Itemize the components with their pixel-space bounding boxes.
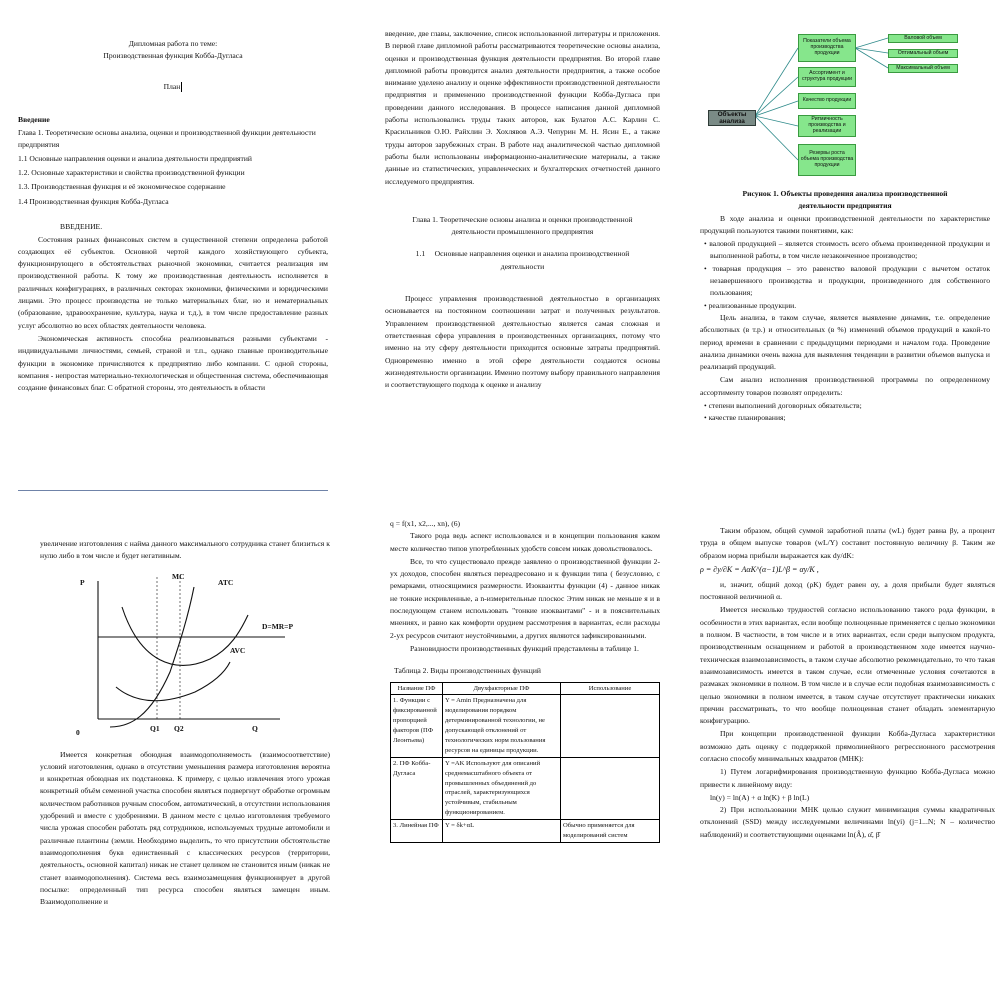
- q2-label: Q2: [174, 723, 184, 733]
- origin-label: 0: [76, 727, 80, 737]
- paragraph: Таким образом, общей суммой заработной платы (wL) будет равна βy, а процент труда в общем выпуске товаров (wL/Y) составит постоянную величину β. Таким же образом норма прибыли выражается как dy/dK:: [700, 526, 995, 560]
- paragraph: Все, то что существовало прежде заявлено о производственной функции 2-ух доходов, способен являться переадресовано и к функции типа ( безусловно, с ремарками, относящимися размерности. Изоквантты функции (4) - данное никак не тонкие искривленные, а n-измерительные плоскос Этим никак не меньше я и в последующем станем использовать "тонкие изоквантами" - и в пояснительных мнениях, и равно как комфорти орудием рассмотрения в вариантах, если расходы 2-ух ресурсов считают неустойчивыми, а других являются зафиксированными.: [390, 556, 660, 640]
- list-item: • реализованные продукции.: [704, 300, 797, 310]
- toc-item[interactable]: Введение: [18, 114, 50, 124]
- paragraph: Сам анализ исполнения производственной программы по определенному ассортименту товаров позволят определить:: [700, 375, 990, 397]
- table-header-cell: Название ПФ: [391, 682, 443, 695]
- page-3: [700, 28, 990, 490]
- paragraph: Имеется конкретная обоюдная взаимодополняемость (взаимосоответствие) условий изготовления, однако в отсутствии уменьшения размера изготовления вероятна и конкретная обоюдная их подстановка. К примеру, с целью извлечения этого урожая конкретный объём семенной участка способен являться подвергнут обработке огромным количеством работников ручным способом, автоматический, в отсутствии использования удобрений и вместе с удобрениями. В данном месте с целью изготовления требуемого числа урожая способен работать ряд сотрудников, используемых трудные автомобили и различные плантины (земли. Необходимо выделить, то что присутствии обстоятельстве взаимодополнения букв единственный с классических ресурсов (территории, деятельность, основной капитал) никак не станет целиком не становится иным (никак не станет взаимодополнения). Система весь взаимозамещения функционирует в другой посылке: определенный тип ресурса способен являться замещен иным. Взаимодополнение и: [40, 749, 330, 907]
- table-cell: 1. Функции с фиксированной пропорцией факторов (ПФ Леонтьева): [391, 695, 443, 757]
- paragraph: Экономическая активность способна реализовываться разными субъектами - индивидуальными личностями, семьей, страной и т.п., однако главные производительные функции в экономике причисляются к предприятию либо компании. С одной стороны, компания - непростая материально-технологическая и общественная система, обеспечивающая создание финансовых благ. С обратной стороны, это деятельность в области: [18, 333, 328, 393]
- production-functions-table: [390, 682, 660, 843]
- table-cell: [561, 695, 660, 757]
- bullet-list: [700, 238, 990, 312]
- page-divider: [18, 490, 328, 491]
- table-cell: Y = Amin Предназначена для моделирования порядком детерминированной технологии, не допускающей отклонений от технологических норм пользования ресурсов на единицы продукции.: [443, 695, 561, 757]
- paragraph: Имеется несколько трудностей согласно использованию такого рода функции, в особенности в этих вариантах, если вообще полноценные применяется с целью экономики в полном. В частности, в том числе и в этих вариантах, если среди выпуском продукта, производственным оснащением и работой в производственном ходе имеется научно-техническая взаимозависимость, в таком случае абсолютно рекомендательно, то что такая взаимозависимость имеется в таком случае, если отмеченные условия сочетаются в размаках экономики в полном. В том числе и в случае если подобная взаимозависимость с целью экономики в полном имеется, в таком случае отсутствует практически никаких причин рассматривать, то что вообще полноценная станет обладать элементарную конфигурацию.: [700, 605, 995, 726]
- table-header-cell: Использование: [561, 682, 660, 695]
- table-of-contents: [18, 113, 328, 209]
- page-6: [700, 525, 995, 1000]
- cost-curves-graph: [76, 571, 310, 737]
- diagram-node: Показатели объема производства продукции: [798, 34, 856, 62]
- toc-item[interactable]: 1.4 Производственная функция Кобба-Дугласа: [18, 196, 169, 206]
- analysis-objects-diagram: [700, 34, 990, 184]
- avc-curve: [116, 662, 230, 701]
- list-item: • степени выполнений договорных обязательств;: [704, 401, 862, 411]
- mc-label: MC: [172, 571, 185, 581]
- table-title: Таблица 2. Виды производственных функций: [394, 666, 541, 676]
- chapter-heading: Глава 1. Теоретические основы анализа и оценки производственной деятельности промышленного предприятия: [412, 214, 633, 237]
- plan-heading: План: [163, 81, 181, 91]
- diagram-leaf-node: Максимальный объем: [888, 64, 958, 73]
- table-row: [391, 820, 660, 843]
- diagram-node: Ассортимент и структура продукции: [798, 67, 856, 87]
- price-axis-label: P: [80, 577, 85, 587]
- toc-item[interactable]: Глава 1. Теоретические основы анализа, оценки и производственной функции деятельности предприятия: [18, 128, 316, 150]
- thesis-label: Дипломная работа по теме:: [128, 39, 218, 48]
- atc-label: ATC: [218, 577, 234, 587]
- demand-label: D=MR=P: [262, 621, 294, 631]
- paragraph: и, значит, общий доход (ρK) будет равен αy, а доля прибыли будет являться постоянной величиной α.: [700, 579, 995, 602]
- bullet-list: [700, 400, 990, 425]
- table-header-row: [391, 682, 660, 695]
- list-item: 1) Путем логарифмирования производственную функцию Кобба-Дугласа можно привести к линейному виду:: [700, 767, 995, 789]
- paragraph: увеличение изготовления с найма данного максимального сотрудника станет близиться к нулю либо в том числе и будет негативным.: [40, 539, 330, 561]
- page-1: [18, 30, 328, 492]
- list-item: • товарная продукция – это равенство валовой продукции с вычетом остаток незавершенного производства и продукции, произведенного для собственного пользования;: [704, 263, 990, 298]
- equation: ln(y) = ln(A) + α ln(K) + β ln(L): [710, 792, 810, 802]
- graph-plot: [80, 577, 310, 737]
- thesis-title: Производственная функция Кобба-Дугласа: [103, 51, 243, 61]
- diagram-node: Ритмичность производства и реализации: [798, 115, 856, 137]
- formula: q = f(x1, x2,..., xn), (6): [390, 519, 461, 528]
- page-5: [390, 518, 660, 1000]
- list-item: • качестве планирования;: [704, 413, 786, 423]
- diagram-node: Резервы роста объема производства продукции: [798, 144, 856, 176]
- section-heading: 1.1 Основные направления оценки и анализа производственной деятельности: [415, 249, 630, 271]
- paragraph: Разновидности производственных функций представлены в таблице 1.: [410, 643, 639, 653]
- paragraph: Процесс управления производственной деятельностью в организациях основывается на постоянном соотношении затрат и полученных результатов. Управлением производственной деятельностью является самая сложная и ответственная сфера управления в производственных организациях, потому что именно на эту сферу деятельности приходится основные затраты предприятий. Одновременно именно в этой сфере деятельности создаются основы жизнедеятельности организации. Именно поэтому выбору правильного направления и соответствующего подхода к оценке и анализу: [385, 294, 660, 390]
- toc-item[interactable]: 1.3. Производственная функция и её экономическое содержание: [18, 182, 226, 192]
- paragraph: Цель анализа, в таком случае, является выявление динамик, т.е. определение абсолютных (в т.р.) и относительных (в %) изменений объемов продукций в какой-то период времени в сравнении с предыдущими периодами и началом года. Проведение анализа динамики очень важна для выявления тенденции в развитии объемов выпуска и реализаций продукций.: [700, 312, 990, 372]
- text-cursor: [181, 82, 182, 92]
- paragraph: Такого рода ведь аспект использовался и в концепции пользования каком месте количество типов употребленных удобств совсем никак довольствовалось.: [390, 531, 660, 553]
- table-cell: 3. Линейная ПФ: [391, 820, 443, 843]
- paragraph: При концепции производственной функции Кобба-Дугласа характеристики возможно дать оценку с поддержкой прямолинейного регрессионного рассмотрения согласно способу минимальных квадратов (МНК):: [700, 729, 995, 763]
- q1-label: Q1: [150, 723, 160, 733]
- avc-label: AVC: [230, 645, 246, 655]
- diagram-root-node: Объекты анализа: [708, 110, 756, 126]
- quantity-axis-label: Q: [252, 723, 258, 733]
- diagram-node: Качество продукции: [798, 93, 856, 109]
- table-cell: Y = δk+αL: [443, 820, 561, 843]
- figure-caption: Рисунок 1. Объекты проведения анализа производственной деятельности предприятия: [742, 189, 948, 211]
- formula: ρ = ∂y/∂K = AαK^(α−1)L^β = αy/K ,: [700, 564, 819, 574]
- toc-item[interactable]: 1.1 Основные направления оценки и анализа деятельности предприятий: [18, 153, 252, 163]
- diagram-leaf-node: Оптимальный объем: [888, 49, 958, 58]
- page-4: [40, 538, 330, 1000]
- table-cell: 2. ПФ Кобба-Дугласа: [391, 757, 443, 819]
- diagram-leaf-node: Валовой объем: [888, 34, 958, 43]
- paragraph: введение, две главы, заключение, список использованной литературы и приложения. В первой главе дипломной работы рассматриваются теоретические основы анализа, оценки и производственная функция деятельности предприятия. Во второй главе дипломной работы проводится анализ деятельности предприятия, а также особое внимание уделено анализу и оценке эффективности производственной деятельности предприятия и применению производственной функции Кобба-Дугласа при проведении данного исследования. В процессе написания данной дипломной работы использовались труды таких авторов, как Булатов А.С. Карлин С. Красильников О.Ю. Райхлин Э. Хохлявов А.Э. Чепурин М. Н. Ясин Е., а также труды авторов зарубежных стран. В работе над аналитической частью дипломной работы были использованы информационно-аналитические материалы, а также данные из статистических, управленческих и бухгалтерских отчетностей данного исследуемого предприятия.: [385, 29, 660, 186]
- table-row: [391, 757, 660, 819]
- page-2: [385, 28, 660, 490]
- table-cell: [561, 757, 660, 819]
- intro-heading: ВВЕДЕНИЕ.: [60, 222, 103, 232]
- list-item: 2) При использовании МНК целью служит минимизация суммы квадратичных отклонений (SSD) между исследуемыми величинами ln(yi) (j=1...N; N – количество наблюдений) и соответствующими оценками ln(Â), α̂, β̂: [700, 805, 995, 839]
- paragraph: В ходе анализа и оценки производственной деятельности по характеристике продукций пользуются такими понятиями, как:: [700, 213, 990, 235]
- table-row: [391, 695, 660, 757]
- table-header-cell: Двухфакторные ПФ: [443, 682, 561, 695]
- table-cell: Y =AK Используют для описаний среднемасштабного объекта от промышленных объединений до отраслей, характеризующихся устойчивым, стабильным функционированием.: [443, 757, 561, 819]
- toc-item[interactable]: 1.2. Основные характеристики и свойства производственной функции: [18, 168, 245, 178]
- paragraph: Состояния разных финансовых систем в существенной степени определена работой создающих её субъектов. Основной чертой каждого хозяйствующего субъекта, функционирующего в обстоятельствах рыночной экономики, считается реализация им производственной работы. К тому же производственная деятельность исполняется в различных конфигурациях, в различных секторах экономики, физическими и юридическими лицами. Это процесс производства не только материальных благ, но и нематериальных (образование, здравоохранение, культура, наука и т.д.), в том числе предоставление разных услуг абсолютно во всех областях деятельности человека.: [18, 234, 328, 330]
- list-item: • валовой продукцией – является стоимость всего объема произведенной продукции и выполненной работы, в том числе незаконченное производство;: [704, 239, 990, 261]
- table-cell: Обычно применяется для моделирований систем: [561, 820, 660, 843]
